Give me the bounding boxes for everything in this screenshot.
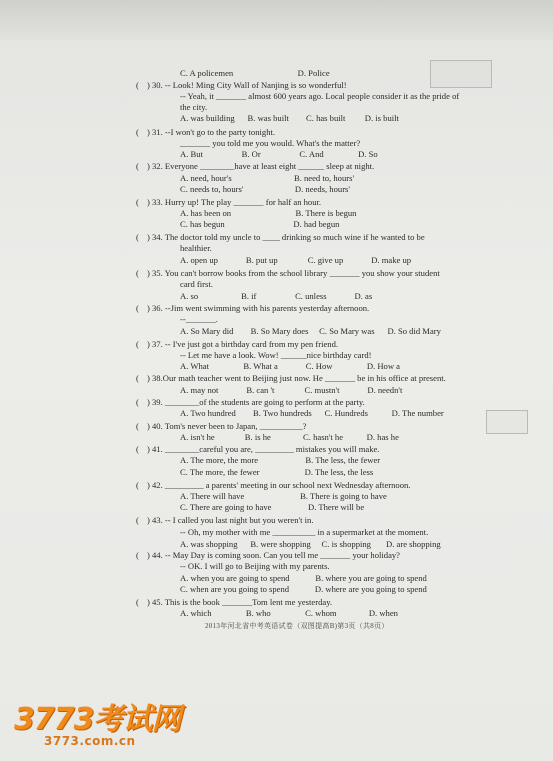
answer-bracket: ( <box>136 373 139 383</box>
page-footer: 2013年河北省中考英语试卷（双图提高B)第3页（共8页） <box>205 622 389 630</box>
question-line: A. was building B. was built C. has built D. is built <box>180 113 399 123</box>
question-stem: ) 42. _________ a parents' meeting in our school next Wednesday afternoon. <box>147 480 411 490</box>
question-line: A. was shopping B. were shopping C. is shopping D. are shopping <box>180 539 441 549</box>
question-line: C. A policemen D. Police <box>180 68 330 78</box>
question-stem: ) 38.Our math teacher went to Beijing just now. He _______ be in his office at present. <box>147 373 446 383</box>
question-line: A. open up B. put up C. give up D. make up <box>180 255 412 265</box>
question-line: A. need, hour's B. need to, hours' <box>180 173 354 183</box>
question-line: C. The more, the fewer D. The less, the less <box>180 467 374 477</box>
question-stem: ) 44. -- May Day is coming soon. Can you tell me _______ your holiday? <box>147 550 400 560</box>
question-line: card first. <box>180 279 213 289</box>
question-line: the city. <box>180 102 208 112</box>
question-stem: ) 45. This is the book _______Tom lent me yesterday. <box>147 597 333 607</box>
answer-bracket: ( <box>136 421 139 431</box>
question-stem: ) 41. ________careful you are, _________ mistakes you will make. <box>147 444 380 454</box>
question-line: C. when are you going to spend D. where are you going to spend <box>180 584 427 594</box>
watermark-logo: 3773考试网 <box>14 702 181 737</box>
question-stem: ) 31. --I won't go to the party tonight. <box>147 127 276 137</box>
question-line: A. isn't he B. is he C. hasn't he D. has he <box>180 432 399 442</box>
answer-bracket: ( <box>136 597 139 607</box>
answer-bracket: ( <box>136 397 139 407</box>
question-stem: ) 32. Everyone ________have at least eight ______ sleep at night. <box>147 161 375 171</box>
question-stem: ) 40. Tom's never been to Japan, __________? <box>147 421 307 431</box>
question-line: -- OK. I will go to Beijing with my parents. <box>180 561 330 571</box>
question-stem: ) 37. -- I've just got a birthday card from my pen friend. <box>147 339 339 349</box>
question-stem: ) 39. ________of the students are going to perform at the party. <box>147 397 365 407</box>
question-stem: ) 35. You can't borrow books from the school library _______ you show your student <box>147 268 440 278</box>
question-line: healthier. <box>180 243 212 253</box>
question-line: A. when you are going to spend B. where you are going to spend <box>180 573 427 583</box>
page-fold-shadow <box>0 0 553 40</box>
question-stem: ) 43. -- I called you last night but you weren't in. <box>147 515 314 525</box>
answer-bracket: ( <box>136 339 139 349</box>
question-line: A. What B. What a C. How D. How a <box>180 361 400 371</box>
watermark-url: 3773.com.cn <box>44 734 136 748</box>
answer-bracket: ( <box>136 515 139 525</box>
answer-bracket: ( <box>136 480 139 490</box>
question-line: A. so B. if C. unless D. as <box>180 291 373 301</box>
question-line: A. There will have B. There is going to have <box>180 491 387 501</box>
question-stem: ) 33. Hurry up! The play _______ for half an hour. <box>147 197 322 207</box>
question-line: A. So Mary did B. So Mary does C. So Mary was D. So did Mary <box>180 326 441 336</box>
question-line: -- Let me have a look. Wow! ______nice birthday card! <box>180 350 372 360</box>
answer-bracket: ( <box>136 550 139 560</box>
answer-bracket: ( <box>136 80 139 90</box>
question-line: --_______. <box>180 314 218 324</box>
question-line: C. has begun D. had begun <box>180 219 340 229</box>
answer-bracket: ( <box>136 232 139 242</box>
question-line: A. The more, the more B. The less, the fewer <box>180 455 381 465</box>
answer-bracket: ( <box>136 127 139 137</box>
question-stem: ) 30. -- Look! Ming City Wall of Nanjing is so wonderful! <box>147 80 347 90</box>
question-line: -- Oh, my mother with me __________ in a supermarket at the moment. <box>180 527 429 537</box>
question-line: C. needs to, hours' D. needs, hours' <box>180 184 350 194</box>
question-line: A. which B. who C. whom D. when <box>180 608 398 618</box>
question-line: C. There are going to have D. There will be <box>180 502 365 512</box>
bleed-through-score-box-2 <box>486 410 528 434</box>
bleed-through-score-box <box>430 60 492 88</box>
answer-bracket: ( <box>136 303 139 313</box>
question-stem: ) 36. --Jim went swimming with his parents yesterday afternoon. <box>147 303 370 313</box>
question-line: A. may not B. can 't C. mustn't D. needn't <box>180 385 403 395</box>
question-line: A. But B. Or C. And D. So <box>180 149 378 159</box>
question-stem: ) 34. The doctor told my uncle to ____ drinking so much wine if he wanted to be <box>147 232 425 242</box>
answer-bracket: ( <box>136 444 139 454</box>
question-line: A. Two hundred B. Two hundreds C. Hundreds D. The number <box>180 408 444 418</box>
question-line: -- Yeah, it _______ almost 600 years ago. Local people consider it as the pride of <box>180 91 460 101</box>
question-line: A. has been on B. There is begun <box>180 208 357 218</box>
answer-bracket: ( <box>136 268 139 278</box>
answer-bracket: ( <box>136 161 139 171</box>
answer-bracket: ( <box>136 197 139 207</box>
question-line: _______ you told me you would. What's the matter? <box>180 138 361 148</box>
